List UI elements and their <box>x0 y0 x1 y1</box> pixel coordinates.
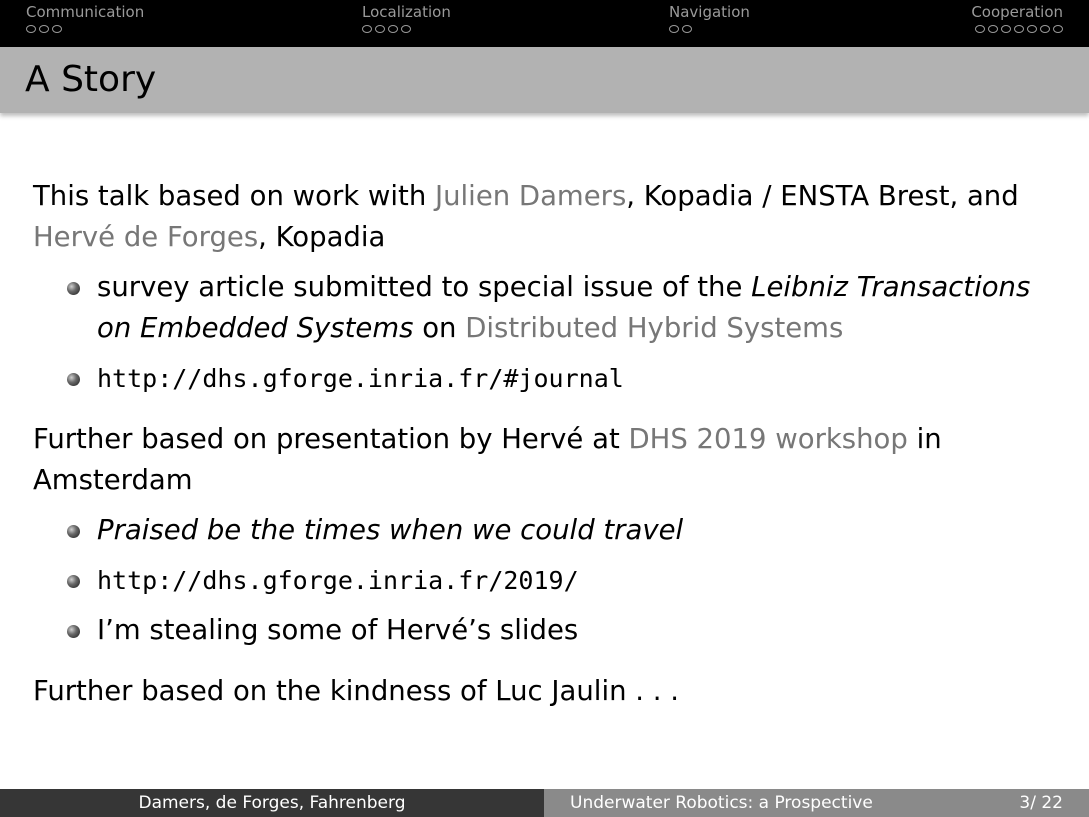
url-journal[interactable]: http://dhs.gforge.inria.fr/#journal <box>97 364 624 393</box>
list-item <box>33 358 1063 399</box>
frame-dot[interactable] <box>1040 25 1050 33</box>
bullet-icon <box>67 575 80 588</box>
bullet-icon <box>67 525 80 538</box>
footer-authors: Damers, de Forges, Fahrenberg <box>138 793 406 813</box>
list-item-text: Praised be the times when we could travel <box>97 514 684 546</box>
frame-dot[interactable] <box>388 25 398 33</box>
frame-dot[interactable] <box>1027 25 1037 33</box>
frame-dot[interactable] <box>401 25 411 33</box>
intro-paragraph <box>33 176 1063 258</box>
frame-dot[interactable] <box>362 25 372 33</box>
list-item <box>33 510 1063 551</box>
bullet-list-presentation <box>33 510 1063 651</box>
bullet-list-article <box>33 267 1063 399</box>
frame-dot[interactable] <box>988 25 998 33</box>
text-run: in Amsterdam <box>33 423 942 496</box>
list-item <box>33 267 1063 349</box>
nav-section-label: Localization <box>362 3 451 21</box>
frame-dot[interactable] <box>1001 25 1011 33</box>
link-dhs-2019-workshop[interactable]: DHS 2019 workshop <box>628 423 908 455</box>
kindness-paragraph: Further based on the kindness of Luc Jaulin . . . <box>33 675 679 707</box>
nav-section-label: Navigation <box>669 3 750 21</box>
text-run: on <box>413 312 466 344</box>
footer-title-box <box>544 789 1089 817</box>
frame-title: A Story <box>25 59 157 100</box>
nav-frame-dots <box>971 25 1063 33</box>
bullet-icon <box>67 373 80 386</box>
nav-frame-dots <box>362 25 451 33</box>
link-distributed-hybrid-systems[interactable]: Distributed Hybrid Systems <box>465 312 844 344</box>
frame-dot[interactable] <box>39 25 49 33</box>
nav-section-label: Communication <box>26 3 145 21</box>
nav-section-label: Cooperation <box>971 3 1063 21</box>
frame-dot[interactable] <box>975 25 985 33</box>
list-item <box>33 610 1063 651</box>
text-run: survey article submitted to special issue of the <box>97 271 752 303</box>
bullet-icon <box>67 282 80 295</box>
author-link-herve-de-forges[interactable]: Hervé de Forges <box>33 221 259 253</box>
text-run: Further based on presentation by Hervé at <box>33 423 629 455</box>
frame-dot[interactable] <box>375 25 385 33</box>
footer-page-number: 3/ 22 <box>1019 793 1063 813</box>
bullet-icon <box>67 625 80 638</box>
list-item-text: I’m stealing some of Hervé’s slides <box>97 614 579 646</box>
nav-section-localization[interactable] <box>362 3 451 33</box>
slide-footer <box>0 789 1089 817</box>
slide-content <box>33 176 1063 712</box>
presentation-paragraph <box>33 419 1063 501</box>
footer-talk-title: Underwater Robotics: a Prospective <box>570 793 873 813</box>
nav-section-communication[interactable] <box>26 3 144 33</box>
nav-frame-dots <box>669 25 750 33</box>
frame-dot[interactable] <box>1053 25 1063 33</box>
nav-section-navigation[interactable] <box>669 3 750 33</box>
text-run: This talk based on work with <box>33 180 435 212</box>
frame-dot[interactable] <box>26 25 36 33</box>
journal-name: Leibniz Transactions on Embedded Systems <box>97 271 1031 344</box>
frame-dot[interactable] <box>682 25 692 33</box>
frame-dot[interactable] <box>1014 25 1024 33</box>
text-run: , Kopadia / ENSTA Brest, and <box>626 180 1019 212</box>
author-link-julien-damers[interactable]: Julien Damers <box>435 180 627 212</box>
section-navigation-bar <box>0 0 1089 47</box>
frame-dot[interactable] <box>669 25 679 33</box>
frame-dot[interactable] <box>52 25 62 33</box>
list-item <box>33 560 1063 601</box>
footer-authors-box <box>0 789 544 817</box>
url-2019[interactable]: http://dhs.gforge.inria.fr/2019/ <box>97 566 579 595</box>
nav-frame-dots <box>26 25 144 33</box>
frame-title-bar <box>0 47 1089 113</box>
nav-section-cooperation[interactable] <box>971 3 1063 33</box>
text-run: , Kopadia <box>258 221 386 253</box>
